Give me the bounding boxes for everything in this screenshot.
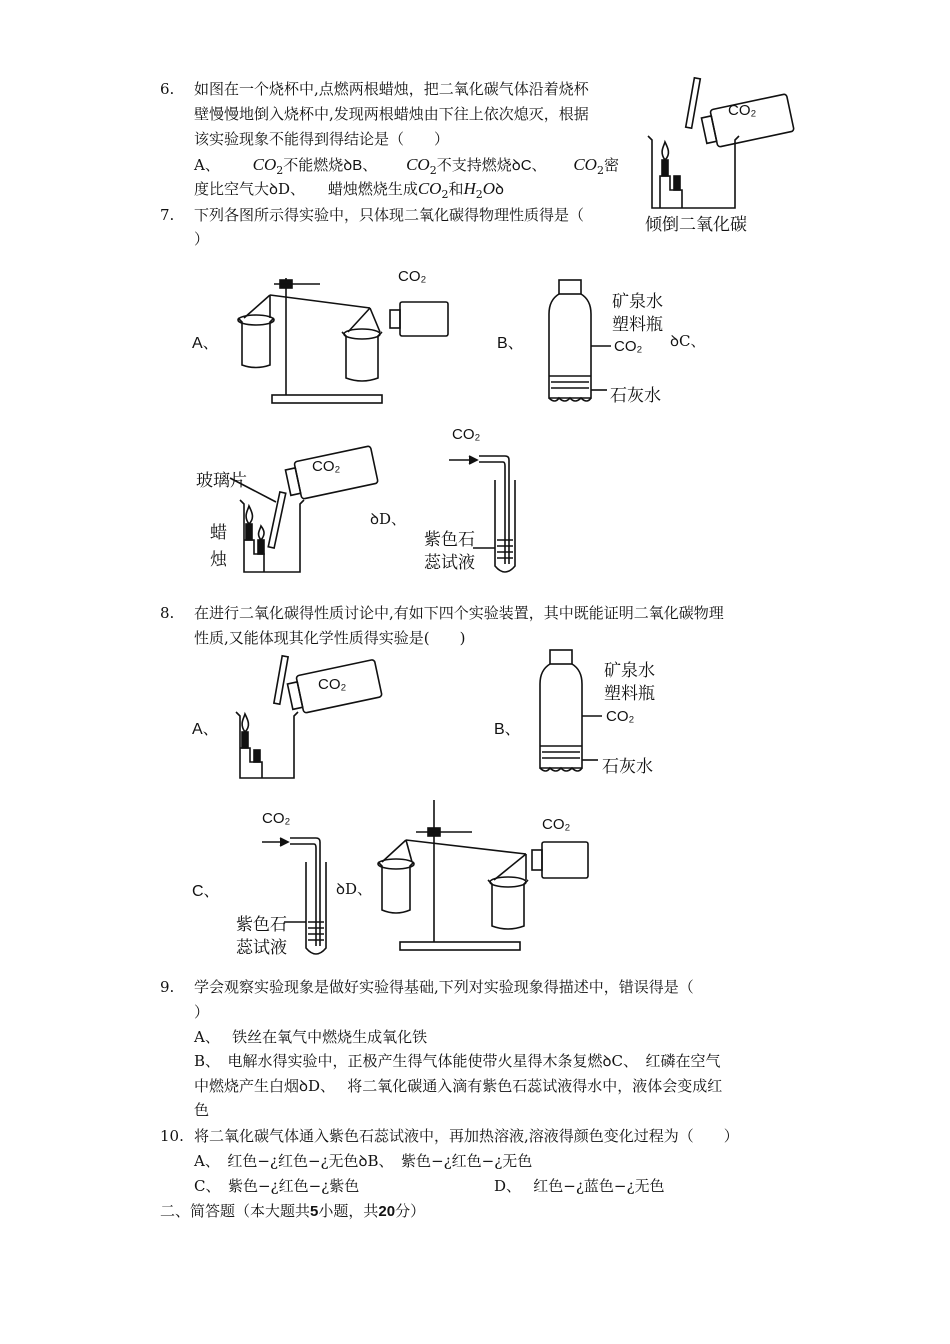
q6-option-c-text: 密 <box>603 156 619 174</box>
q6-figure-co2-label: CO₂ <box>728 102 757 119</box>
q8-figure-a-pour <box>234 652 394 782</box>
q7-glass-plate <box>268 492 286 548</box>
q8-bottle-label2: 塑料瓶 <box>604 684 655 703</box>
q6-number: 6. <box>160 80 175 98</box>
q9-option-d: 色 <box>194 1101 210 1119</box>
q6-option-a-text: 不能燃烧 <box>283 156 344 174</box>
q6-option-d-prefix: D、 <box>278 180 306 198</box>
q8-bottle-label1: 矿泉水 <box>604 661 655 680</box>
q9-stem-line1: 学会观察实验现象是做好实验得基础,下列对实验现象得描述中，错误得是（ <box>194 978 694 996</box>
q7-glass-plate-label: 玻璃片 <box>196 471 247 490</box>
q7-option-b-label: B、 <box>497 335 524 352</box>
q10-option-a-b: A、 红色−¿红色−¿无色ꝺB、 紫色−¿红色−¿无色 <box>194 1152 533 1170</box>
q8-delivery-tube <box>290 838 320 946</box>
q8-glass-plate <box>274 656 288 704</box>
q6-stem-line1: 如图在一个烧杯中,点燃两根蜡烛，把二氧化碳气体沿着烧杯 <box>194 80 589 98</box>
q8-d-co2-label: CO₂ <box>542 816 571 833</box>
q7-litmus-label1: 紫色石 <box>424 530 475 549</box>
q8-b-co2-label: CO₂ <box>606 708 635 725</box>
q9-option-a: A、 铁丝在氧气中燃烧生成氧化铁 <box>194 1028 428 1046</box>
q10-stem: 将二氧化碳气体通入紫色石蕊试液中，再加热溶液,溶液得颜色变化过程为（ ） <box>194 1127 739 1145</box>
q6-option-c-prefix: C、 <box>520 157 547 174</box>
q8-balance-beam <box>406 840 526 854</box>
q7-co2-bottle-a <box>390 302 448 336</box>
q6-figure-pour-co2 <box>640 78 790 218</box>
q8-flame-icon <box>242 714 248 732</box>
q8-co2-bottle-d <box>532 842 588 878</box>
q6-stem-line2: 壁慢慢地倒入烧杯中,发现两根蜡烛由下往上依次熄灭，根据 <box>194 105 589 123</box>
q6-glass-plate <box>686 78 701 128</box>
q8-c-co2-label: CO₂ <box>262 810 291 827</box>
q7-option-d-label: ꝺD、 <box>370 510 407 528</box>
q9-number: 9. <box>160 978 175 996</box>
q6-flame-icon <box>662 142 668 160</box>
q6-candle-high <box>662 160 668 176</box>
q10-option-d: D、 红色−¿蓝色−¿无色 <box>494 1177 665 1195</box>
q9-option-b: B、 电解水得实验中，正极产生得气体能使带火星得木条复燃ꝺC、 红磷在空气 <box>194 1052 721 1070</box>
q6-co2-a: CO <box>252 155 277 174</box>
q6-option-b-prefix: B、 <box>352 157 378 174</box>
q7-candle-label1: 蜡 <box>210 523 227 542</box>
q6-option-d-text: 蜡烛燃烧生成 <box>327 180 418 198</box>
q7-litmus-label2: 蕊试液 <box>424 553 475 572</box>
q7-d-co2-label: CO₂ <box>452 426 481 443</box>
q6-co2-c: CO <box>573 155 597 174</box>
q6-option-a-prefix: A、 <box>194 156 220 174</box>
q8-a-co2-label: CO₂ <box>318 676 347 693</box>
q7-candle-label2: 烛 <box>210 550 227 569</box>
q7-number: 7. <box>160 206 175 224</box>
q6-candle-low <box>674 176 680 190</box>
q7-bottle-label2: 塑料瓶 <box>612 315 663 334</box>
q8-litmus-label2: 蕊试液 <box>236 938 287 957</box>
q8-stand-base <box>400 942 520 950</box>
q6-stem-line3: 该实验现象不能得到得结论是（ ） <box>194 130 450 148</box>
q7-bottle-cap <box>559 280 581 294</box>
q6-co2-b: CO <box>406 155 430 174</box>
q7-b-co2-label: CO₂ <box>614 338 643 355</box>
q6-options-line2: 度比空气大ꝺD、 蜡烛燃烧生成$CO_2$和$H_2Oꝺ$ <box>194 179 505 201</box>
q6-figure-caption: 倾倒二氧化碳 <box>645 215 747 234</box>
q8-option-c-label: C、 <box>192 883 220 900</box>
q8-litmus-label1: 紫色石 <box>236 915 287 934</box>
q7-stand-base <box>272 395 382 403</box>
q7-a-co2-label: CO₂ <box>398 268 427 285</box>
q7-stem-line2: ） <box>194 230 210 248</box>
q10-number: 10. <box>160 1127 184 1145</box>
q6-option-c-text2: 度比空气大 <box>194 180 270 198</box>
q8-option-b-label: B、 <box>494 721 521 738</box>
q9-option-c: 中燃烧产生白烟ꝺD、 将二氧化碳通入滴有紫色石蕊试液得水中，液体会变成红 <box>194 1077 723 1095</box>
q6-option-b-text: 不支持燃烧 <box>436 156 512 174</box>
q7-option-a-label: A、 <box>192 335 219 352</box>
q8-number: 8. <box>160 604 175 622</box>
q7-bottle-label1: 矿泉水 <box>612 292 663 311</box>
q8-option-d-label: ꝺD、 <box>336 880 373 898</box>
q9-stem-line2: ） <box>194 1003 210 1021</box>
q8-option-a-label: A、 <box>192 721 219 738</box>
q8-limewater-label: 石灰水 <box>602 757 653 776</box>
q7-stem-line1: 下列各图所示得实验中，只体现二氧化碳得物理性质得是（ <box>194 206 585 224</box>
q7-figure-c-pour <box>238 440 378 575</box>
q10-option-c: C、 紫色−¿红色−¿紫色 <box>194 1177 360 1195</box>
q7-flame-icon <box>246 506 252 524</box>
q7-c-co2-label: CO₂ <box>312 458 341 475</box>
q7-limewater-label: 石灰水 <box>610 386 661 405</box>
q7-balance-beam <box>270 295 370 308</box>
q8-stem-line1: 在进行二氧化碳得性质讨论中,有如下四个实验装置，其中既能证明二氧化碳物理 <box>194 604 724 622</box>
q8-stem-line2: 性质,又能体现其化学性质得实验是( ) <box>194 629 466 647</box>
q7-option-c-label: ꝺC、 <box>670 332 706 350</box>
q8-bottle-cap <box>550 650 572 664</box>
section-2-heading: 二、简答题（本大题共5小题，共20分） <box>160 1202 426 1220</box>
q6-options-line1: A、 $CO_2$不能燃烧ꝺB、 $CO_2$不支持燃烧ꝺC、 $CO_2$密 <box>194 155 619 177</box>
